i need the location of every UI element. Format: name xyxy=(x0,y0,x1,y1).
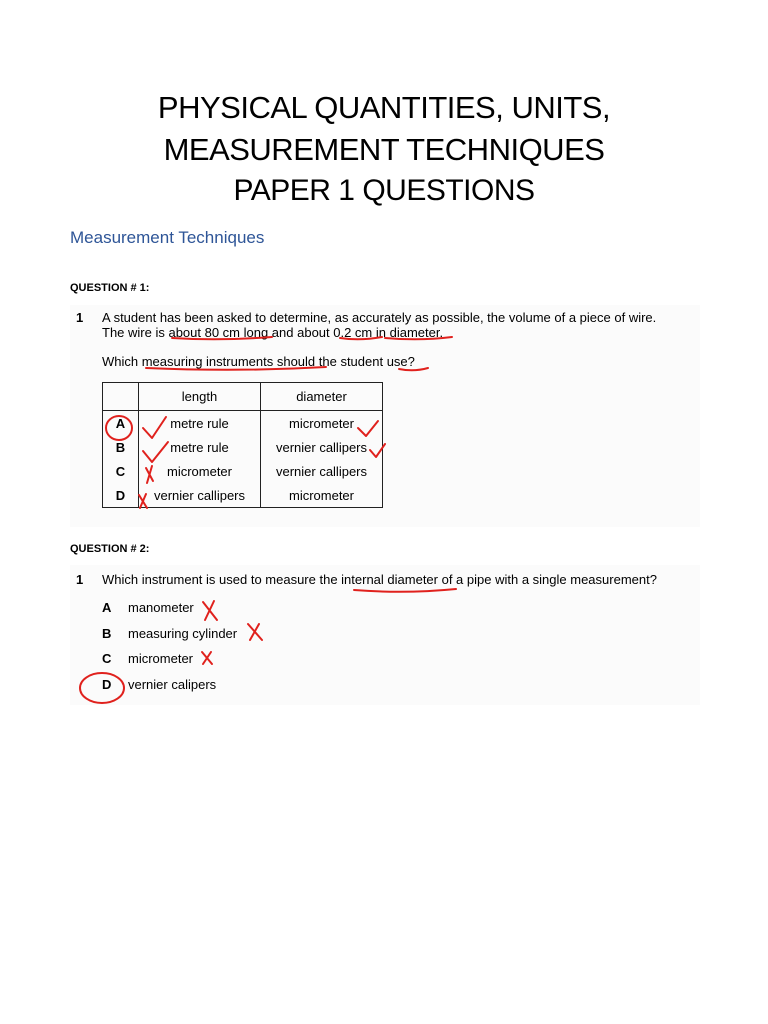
option-key: D xyxy=(103,483,139,508)
option-diameter: vernier callipers xyxy=(261,459,383,483)
table-row xyxy=(103,435,383,459)
option-diameter: micrometer xyxy=(261,411,383,436)
option-d xyxy=(102,677,216,692)
option-text: vernier calipers xyxy=(128,677,217,692)
option-key: C xyxy=(103,459,139,483)
question-2-label: QUESTION # 2: xyxy=(70,543,150,555)
option-key: B xyxy=(102,626,112,641)
option-key: D xyxy=(102,677,112,692)
table-row xyxy=(103,411,383,436)
option-c xyxy=(102,651,193,666)
title-line-1: PHYSICAL QUANTITIES, UNITS, xyxy=(157,90,611,125)
table-row xyxy=(103,483,383,508)
option-length: vernier callipers xyxy=(139,483,261,508)
question-1-stem-line-1: A student has been asked to determine, as accurately as possible, the volume of a piece of wire. xyxy=(102,310,657,325)
table-header-blank xyxy=(103,383,139,411)
question-2-stem: Which instrument is used to measure the internal diameter of a pipe with a single measurement? xyxy=(102,572,657,587)
table-row xyxy=(103,459,383,483)
question-2-scan xyxy=(70,565,700,705)
option-text: micrometer xyxy=(128,651,194,666)
question-1-label: QUESTION # 1: xyxy=(70,282,150,294)
option-b xyxy=(102,626,237,641)
table-header-diameter: diameter xyxy=(261,383,383,411)
question-1-scan xyxy=(70,305,700,527)
question-1-number: 1 xyxy=(76,310,84,325)
option-diameter: micrometer xyxy=(261,483,383,508)
question-1-stem-line-2: The wire is about 80 cm long and about 0.2 cm in diameter. xyxy=(102,325,444,340)
question-1-options-table xyxy=(102,382,383,508)
question-2-number: 1 xyxy=(76,572,84,587)
option-text: measuring cylinder xyxy=(128,626,238,641)
option-a xyxy=(102,600,194,615)
question-1-prompt: Which measuring instruments should the student use? xyxy=(102,354,415,369)
option-diameter: vernier callipers xyxy=(261,435,383,459)
option-key: A xyxy=(102,600,112,615)
title-line-2: MEASUREMENT TECHNIQUES xyxy=(163,132,605,167)
option-length: metre rule xyxy=(139,411,261,436)
section-heading: Measurement Techniques xyxy=(70,228,265,247)
option-text: manometer xyxy=(128,600,194,615)
option-length: metre rule xyxy=(139,435,261,459)
option-key: B xyxy=(103,435,139,459)
option-key: A xyxy=(103,411,139,436)
option-key: C xyxy=(102,651,112,666)
option-length: micrometer xyxy=(139,459,261,483)
subtitle: PAPER 1 QUESTIONS xyxy=(233,174,535,207)
table-header-length: length xyxy=(139,383,261,411)
